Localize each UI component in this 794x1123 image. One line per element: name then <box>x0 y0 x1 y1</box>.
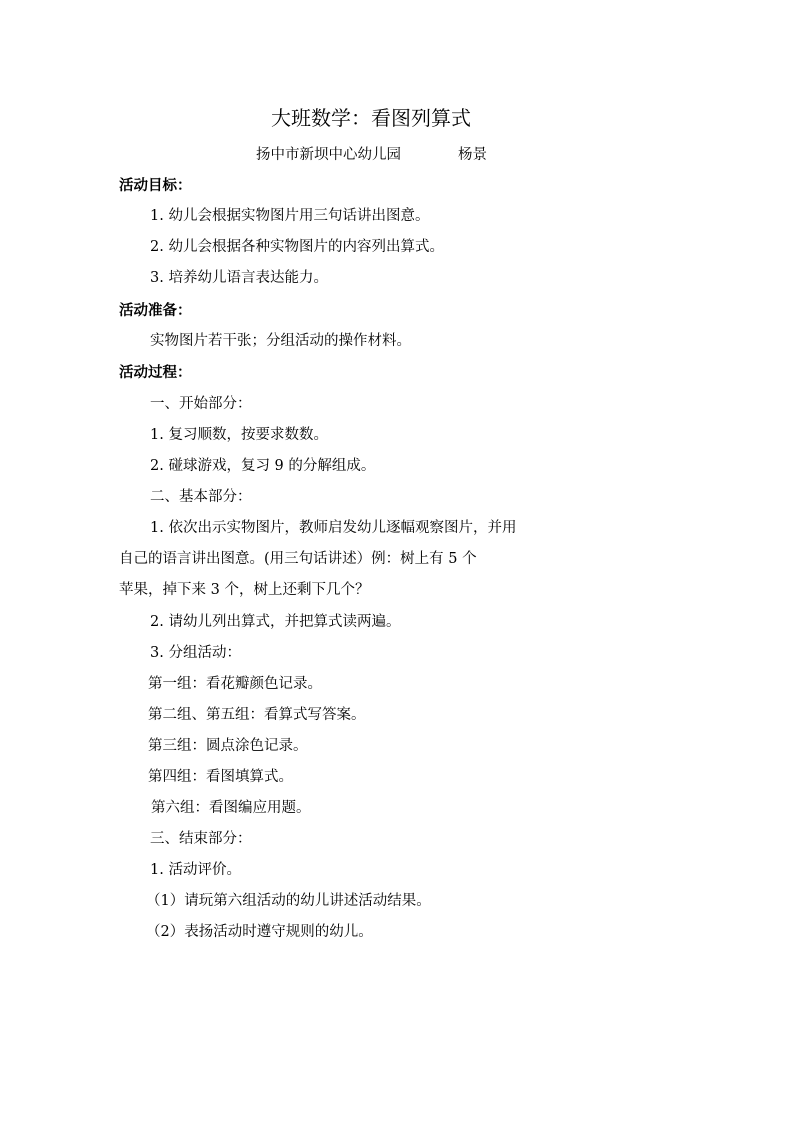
page-title: 大班数学：看图列算式 <box>271 106 471 130</box>
part2-item1-line: 苹果，掉下来 3 个，树上还剩下几个？ <box>119 582 370 598</box>
part1-heading: 一、开始部分： <box>150 396 252 412</box>
part1-item: 1. 复习顺数，按要求数数。 <box>150 427 328 443</box>
byline-author: 杨景 <box>458 147 487 163</box>
goal-item: 1. 幼儿会根据实物图片用三句话讲出图意。 <box>150 208 430 224</box>
goal-item: 2. 幼儿会根据各种实物图片的内容列出算式。 <box>150 239 444 255</box>
preparation-text: 实物图片若干张；分组活动的操作材料。 <box>150 333 411 349</box>
part2-item1-line: 自己的语言讲出图意。(用三句话讲述）例：树上有 5 个 <box>119 551 477 567</box>
part3-subitem: （1）请玩第六组活动的幼儿讲述活动结果。 <box>146 893 431 909</box>
group-item: 第六组：看图编应用题。 <box>151 800 311 816</box>
part3-item1: 1. 活动评价。 <box>150 862 241 878</box>
part2-item2: 2. 请幼儿列出算式，并把算式读两遍。 <box>150 614 401 630</box>
process-heading: 活动过程： <box>119 364 192 381</box>
group-item: 第三组：圆点涂色记录。 <box>148 738 308 754</box>
group-item: 第四组：看图填算式。 <box>148 769 293 785</box>
part2-heading: 二、基本部分： <box>150 489 252 505</box>
group-item: 第一组：看花瓣颜色记录。 <box>148 676 322 692</box>
part3-heading: 三、结束部分： <box>150 831 252 847</box>
part2-item1-line: 1. 依次出示实物图片，教师启发幼儿逐幅观察图片，并用 <box>150 520 517 536</box>
goals-heading: 活动目标： <box>119 177 192 194</box>
part1-item: 2. 碰球游戏，复习 9 的分解组成。 <box>150 458 376 474</box>
group-item: 第二组、第五组：看算式写答案。 <box>148 707 366 723</box>
part2-item3: 3. 分组活动： <box>150 645 241 661</box>
preparation-heading: 活动准备： <box>119 302 192 319</box>
byline-school: 扬中市新坝中心幼儿园 <box>256 147 401 163</box>
part3-subitem: （2）表扬活动时遵守规则的幼儿。 <box>146 924 373 940</box>
goal-item: 3. 培养幼儿语言表达能力。 <box>150 270 328 286</box>
